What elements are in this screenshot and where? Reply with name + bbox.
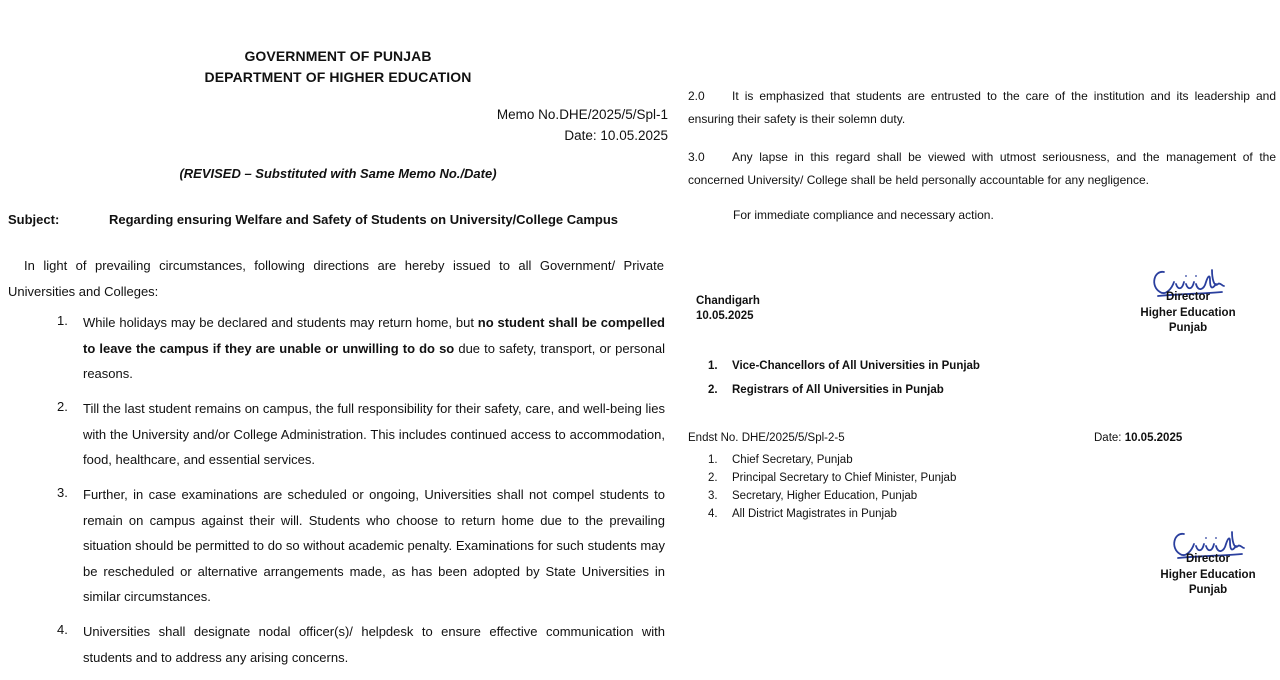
item-text-part: Universities shall designate nodal officer(s)/ helpdesk to ensure effective communication with students and to address any arising concerns.	[83, 624, 665, 665]
place-date-block	[696, 294, 760, 324]
signature-block	[1120, 266, 1256, 337]
list-item	[708, 490, 917, 502]
item-number: 2.	[708, 384, 718, 396]
para-text: It is emphasized that students are entrusted to the care of the institution and its leadership and ensuring their safety is their solemn duty.	[688, 89, 1276, 126]
signature-block-2	[1140, 528, 1276, 599]
item-number: 1.	[708, 360, 718, 372]
list-item	[708, 384, 944, 396]
action-line: For immediate compliance and necessary action.	[733, 208, 994, 222]
item-number: 1.	[708, 454, 718, 466]
item-number: 2.	[708, 472, 718, 484]
item-number: 2.	[57, 399, 68, 414]
item-text: Registrars of All Universities in Punjab	[732, 384, 944, 396]
item-number: 3.	[708, 490, 718, 502]
paragraph-2	[688, 85, 1276, 131]
signatory-state: Punjab	[1168, 322, 1208, 334]
endorsement-number: Endst No. DHE/2025/5/Spl-2-5	[688, 432, 845, 444]
place-date: 10.05.2025	[696, 310, 754, 322]
item-text-part: While holidays may be declared and students may return home, but	[83, 315, 478, 330]
item-text	[83, 482, 665, 610]
heading-department: DEPARTMENT OF HIGHER EDUCATION	[204, 69, 472, 85]
item-number: 4.	[57, 622, 68, 637]
item-text	[83, 310, 665, 387]
item-number: 3.	[57, 485, 68, 500]
list-item	[708, 360, 980, 372]
endorsement-date-value: 10.05.2025	[1124, 432, 1183, 444]
list-item	[708, 472, 956, 484]
paragraph-3	[688, 146, 1276, 192]
item-text: Secretary, Higher Education, Punjab	[732, 490, 918, 502]
signatory-dept: Higher Education	[1160, 568, 1256, 581]
item-text-part: due to safety, transport, or personal reasons.	[83, 340, 665, 381]
signatory-title: Director	[1165, 291, 1211, 303]
subject-text: Regarding ensuring Welfare and Safety of Students on University/College Campus	[109, 212, 619, 227]
intro-paragraph: In light of prevailing circumstances, following directions are hereby issued to all Government/ Private Universities and Colleges:	[8, 258, 664, 299]
list-item	[708, 454, 853, 466]
item-number: 1.	[57, 313, 68, 328]
subject-label: Subject:	[8, 212, 60, 227]
heading-government: GOVERNMENT OF PUNJAB	[244, 48, 432, 64]
item-text-part: Further, in case examinations are scheduled or ongoing, Universities shall not compel students to remain on campus against their will. Students who choose to return home due to the prevailing situation should be permitted to do so without academic penalty. Examinations for such students may be rescheduled or alternative arrangements made, as has been adopted by State Universities in similar circumstances.	[83, 487, 665, 604]
para-text: Any lapse in this regard shall be viewed with utmost seriousness, and the management of the concerned University/ College shall be held personally accountable for any negligence.	[688, 150, 1276, 187]
revised-note: (REVISED – Substituted with Same Memo No./Date)	[179, 166, 497, 181]
memo-date: Date: 10.05.2025	[564, 128, 668, 143]
endorsement-date	[1094, 432, 1182, 444]
item-text: Principal Secretary to Chief Minister, Punjab	[732, 472, 957, 484]
signatory-title: Director	[1185, 553, 1231, 565]
signatory-dept: Higher Education	[1140, 306, 1236, 319]
item-text: Vice-Chancellors of All Universities in Punjab	[732, 360, 980, 372]
para-number: 2.0	[688, 89, 705, 103]
item-text-part: Till the last student remains on campus, the full responsibility for their safety, care, and well-being lies with the University and/or College Administration. This includes continued access to accommodation, food, healthcare, and essential services.	[83, 401, 665, 467]
item-text: Chief Secretary, Punjab	[732, 454, 853, 466]
item-text-bold: no student shall be compelled to leave the campus if they are unable or unwilling to do so	[83, 315, 665, 356]
item-number: 4.	[708, 508, 718, 520]
item-text	[83, 619, 665, 670]
memo-page-right	[684, 0, 1280, 680]
place-name: Chandigarh	[696, 295, 760, 307]
list-item	[708, 508, 897, 520]
item-text: All District Magistrates in Punjab	[732, 508, 897, 520]
signatory-state: Punjab	[1188, 584, 1228, 596]
item-text	[83, 396, 665, 473]
memo-number: Memo No.DHE/2025/5/Spl-1	[496, 107, 668, 122]
para-number: 3.0	[688, 150, 705, 164]
endorsement-date-label: Date:	[1094, 432, 1125, 444]
